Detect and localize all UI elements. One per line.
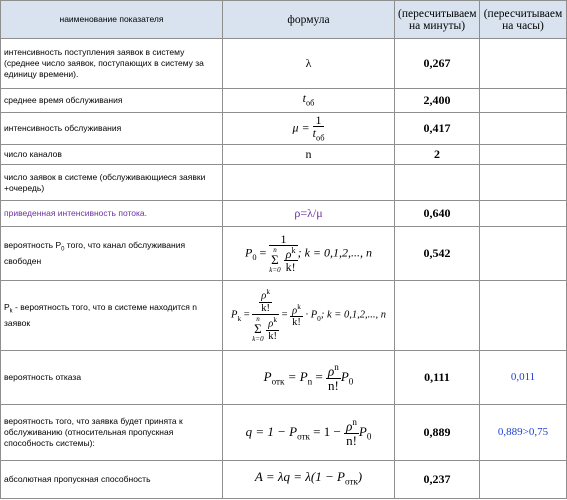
inner-denominator: k! [285,260,296,275]
value-minutes [395,281,480,351]
formula-cell [223,461,395,499]
table-row [1,227,567,281]
formula-text: ρ=λ/μ [294,206,323,220]
numerator-fraction [259,288,272,314]
table-header-row [1,1,567,39]
header-per-minute: (пересчитываем на минуты) [395,1,480,39]
value-hours [480,227,567,281]
value-minutes: 2 [395,145,480,165]
formula-lhs-subscript: 0 [252,252,257,262]
rho: ρ [328,363,335,379]
value-hours [480,461,567,499]
exponent: k [266,287,270,297]
indicator-name: вероятность того, что заявка будет принята к обслуживанию (относительная пропускная способность системы): [1,405,223,461]
formula-text: t [302,90,306,105]
formula-tail: ; k = 0,1,2,..., n [297,245,373,260]
inner-exponent: k [273,315,277,324]
value-hours [480,89,567,113]
formula-part-a: q = 1 − P [245,423,298,439]
sum-upper: n [256,314,260,323]
header-name: наименование показателя [1,1,223,39]
formula-fraction [344,418,359,448]
formula-equals: = [241,309,253,321]
table-row [1,281,567,351]
header-formula: формула [223,1,395,39]
second-numerator [290,303,303,318]
formula-equals: = [256,245,270,260]
formula-part-b: = 1 − [309,423,345,439]
inner-rho: ρ [285,246,292,261]
formula-cell [223,39,395,89]
table-row [1,113,567,145]
formula-tail-subscript: 0 [366,431,372,442]
formula-part-a-subscript: отк [271,376,285,387]
sum-operator [252,315,263,343]
indicator-name [1,281,223,351]
formula-cell [223,405,395,461]
formula-cell [223,165,395,201]
formula-cell [223,281,395,351]
sum-lower: k=0 [269,266,281,275]
formula-tail: · P [302,309,318,321]
formula-cell [223,89,395,113]
inner-fraction [266,316,279,342]
formula-tail-subscript: 0 [317,314,321,323]
inner-exponent: k [291,245,296,255]
value-minutes: 0,111 [395,351,480,405]
formula-tail-2: ; k = 0,1,2,..., n [320,309,386,321]
value-minutes: 0,237 [395,461,480,499]
formula-text: n [305,147,312,161]
table-row [1,165,567,201]
indicator-name: среднее время обслуживания [1,89,223,113]
formula-fraction [252,288,279,343]
formula-cell [223,113,395,145]
value-minutes [395,165,480,201]
exponent: n [352,416,357,427]
sum-operator [269,246,280,274]
sigma-symbol: Σ [254,320,262,336]
indicator-name: вероятность отказа [1,351,223,405]
formula-text: λ [305,56,312,70]
value-hours: 0,889>0,75 [480,405,567,461]
table-row [1,351,567,405]
value-minutes: 0,542 [395,227,480,281]
formula-equals-2: = [278,309,291,321]
rho: ρ [346,418,353,434]
formula-part-b: = P [284,368,308,384]
table-row [1,89,567,113]
name-subscript: k [9,308,13,315]
formula-lhs: P [244,245,253,260]
fraction-denominator [269,246,297,274]
sigma-symbol: Σ [271,252,279,268]
formula-equals: = [312,368,327,384]
inner-numerator [266,316,279,331]
second-exponent: k [297,301,301,311]
name-main: вероятность P [4,240,62,251]
fraction-numerator: 1 [269,233,297,247]
denominator-main: t [312,126,316,141]
indicator-name: число заявок в системе (обслуживающиеся заявки +очередь) [1,165,223,201]
table-row [1,461,567,499]
formula-lhs: μ = [292,120,310,135]
fraction-denominator [313,127,325,143]
fraction-numerator: 1 [313,114,325,128]
indicator-name: число каналов [1,145,223,165]
rho: ρ [261,290,267,302]
table-row [1,39,567,89]
header-per-hour: (пересчитываем на часы) [480,1,567,39]
value-hours [480,145,567,165]
fraction-denominator: n! [346,432,357,448]
denominator-subscript: об [316,133,325,143]
inner-denominator: k! [268,330,277,342]
table-row [1,405,567,461]
inner-numerator [284,247,298,262]
inner-rho: ρ [268,318,274,330]
indicator-name [1,227,223,281]
indicator-name: интенсивность обслуживания [1,113,223,145]
indicator-name: интенсивность поступления заявок в систему (среднее число заявок, поступающих в систему за единицу времени). [1,39,223,89]
name-rest: - вероятность того, что в системе находится n заявок [4,302,197,328]
table-row [1,145,567,165]
formula-cell [223,227,395,281]
formula-cell [223,145,395,165]
indicator-name: приведенная интенсивность потока. [1,201,223,227]
value-hours [480,281,567,351]
value-hours: 0,011 [480,351,567,405]
fraction-numerator [326,363,341,379]
name-main: P [4,302,10,313]
value-minutes: 0,889 [395,405,480,461]
fraction-denominator [252,315,279,343]
second-fraction [290,303,303,329]
exponent: n [334,361,339,372]
formula-part-a: A = λq = λ(1 − P [254,469,345,485]
formula-cell [223,201,395,227]
formula-cell [223,351,395,405]
numerator-rho [259,288,272,303]
second-denominator: k! [292,317,301,329]
fraction-denominator: n! [328,377,339,393]
value-hours [480,113,567,145]
formula-tail-subscript: 0 [348,376,354,387]
formula-tail: P [358,423,367,439]
value-hours [480,39,567,89]
formula-part-a: P [263,368,272,384]
formula-lhs: P [231,309,238,321]
formula-part-b: ) [357,469,363,485]
numerator-factorial: k! [261,302,271,314]
value-hours [480,165,567,201]
formula-fraction [269,233,297,275]
formula-lhs-subscript: k [237,314,242,323]
sum-lower: k=0 [252,334,264,343]
formula-subscript: об [305,98,315,108]
formula-part-b-subscript: n [307,376,313,387]
value-minutes: 0,417 [395,113,480,145]
formula-part-a-subscript: отк [297,431,310,442]
second-rho: ρ [292,305,298,317]
value-minutes: 0,267 [395,39,480,89]
formula-tail: P [340,368,349,384]
value-minutes: 0,640 [395,201,480,227]
name-subscript: 0 [61,246,65,253]
formula-fraction [326,363,341,393]
sum-upper: n [273,246,277,255]
table-row [1,201,567,227]
fraction-numerator [252,288,279,315]
indicator-name: абсолютная пропускная способность [1,461,223,499]
formula-part-a-subscript: отк [344,476,358,487]
name-rest: того, что канал обслуживания свободен [4,240,186,266]
value-hours [480,201,567,227]
fraction-numerator [344,418,359,434]
value-minutes: 2,400 [395,89,480,113]
formula-fraction [313,114,325,144]
inner-fraction [284,247,298,274]
